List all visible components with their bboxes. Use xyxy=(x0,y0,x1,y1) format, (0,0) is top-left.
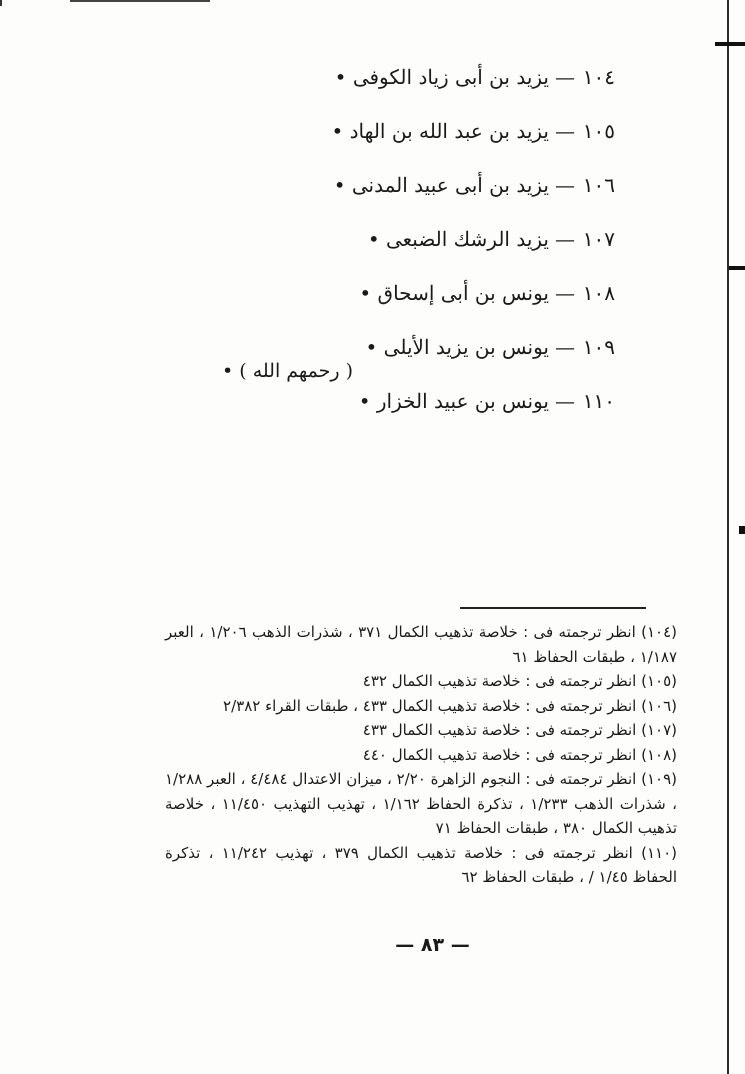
entry-number: ١٠٨ xyxy=(582,281,615,305)
entry-number: ١٠٦ xyxy=(582,173,615,197)
footnotes xyxy=(165,620,677,890)
footnote: (١٠٧) انظر ترجمته فى : خلاصة تذهيب الكمال ٤٣٣ xyxy=(362,721,677,739)
scan-corner-mark xyxy=(0,0,2,6)
entry-number: ١١٠ xyxy=(582,389,615,413)
narrator-list xyxy=(95,50,615,428)
entry-dash: — xyxy=(555,335,575,359)
list-item xyxy=(95,374,615,428)
entry-name: يونس بن يزيد الأيلى • xyxy=(365,335,549,359)
entry-number: ١٠٩ xyxy=(582,335,615,359)
footnote: (١٠٩) انظر ترجمته فى : النجوم الزاهرة ٢/٢٠ ، ميزان الاعتدال ٤/٤٨٤ ، العبر ١/٢٨٨ ، شذرات الذهب ١/٢٣٣ ، تذكرة الحفاظ ١/١٦٢ ، تهذيب التهذيب ١١/٤٥٠ ، خلاصة تذهيب الكمال ٣٨٠ ، طبقات الحفاظ ٧١ xyxy=(165,770,677,837)
scan-edge-right xyxy=(727,0,729,1074)
entry-number: ١٠٧ xyxy=(582,227,615,251)
footnote: (١٠٤) انظر ترجمته فى : خلاصة تذهيب الكمال ٣٧١ ، شذرات الذهب ١/٢٠٦ ، العبر ١/١٨٧ ، طبقات الحفاظ ٦١ xyxy=(165,623,678,666)
page-number: — ٨٣ — xyxy=(395,934,470,956)
entry-number: ١٠٥ xyxy=(582,119,615,143)
entry-dash: — xyxy=(555,389,575,413)
footnote-divider xyxy=(460,607,646,609)
list-item xyxy=(95,50,615,104)
scan-edge-top xyxy=(70,0,210,2)
entry-dash: — xyxy=(555,227,575,251)
entry-dash: — xyxy=(555,173,575,197)
scan-margin-mark xyxy=(739,526,745,534)
entry-name: يزيد بن عبد الله بن الهاد • xyxy=(331,119,549,143)
entry-name: يونس بن أبى إسحاق • xyxy=(359,281,549,305)
closing-prayer: ( رحمهم الله ) • xyxy=(222,360,354,382)
footnote: (١٠٥) انظر ترجمته فى : خلاصة تذهيب الكمال ٤٣٢ xyxy=(362,672,677,690)
footnote: (١٠٨) انظر ترجمته فى : خلاصة تذهيب الكمال ٤٤٠ xyxy=(362,745,677,764)
scan-margin-mark xyxy=(715,42,745,46)
entry-dash: — xyxy=(555,119,575,143)
list-item xyxy=(95,266,615,320)
list-item xyxy=(95,320,615,374)
entry-name: يزيد بن أبى زياد الكوفى • xyxy=(334,65,549,89)
entry-dash: — xyxy=(555,65,575,89)
footnote: (١٠٦) انظر ترجمته فى : خلاصة تذهيب الكمال ٤٣٣ ، طبقات القراء ٢/٣٨٢ xyxy=(223,696,677,715)
entry-number: ١٠٤ xyxy=(582,65,615,89)
list-item xyxy=(95,158,615,212)
entry-dash: — xyxy=(555,281,575,305)
list-item xyxy=(95,104,615,158)
scan-margin-mark xyxy=(729,266,745,270)
page-number-container xyxy=(0,934,745,956)
entry-name: يزيد بن أبى عبيد المدنى • xyxy=(333,173,549,197)
list-item xyxy=(95,212,615,266)
entry-name: يزيد الرشك الضبعى • xyxy=(367,227,549,251)
entry-name: يونس بن عبيد الخزار • xyxy=(358,389,549,413)
footnote: (١١٠) انظر ترجمته فى : خلاصة تذهيب الكمال ٣٧٩ ، تهذيب ١١/٢٤٢ ، تذكرة الحفاظ ١/٤٥ / ، طبقات الحفاظ ٦٢ xyxy=(165,843,678,886)
